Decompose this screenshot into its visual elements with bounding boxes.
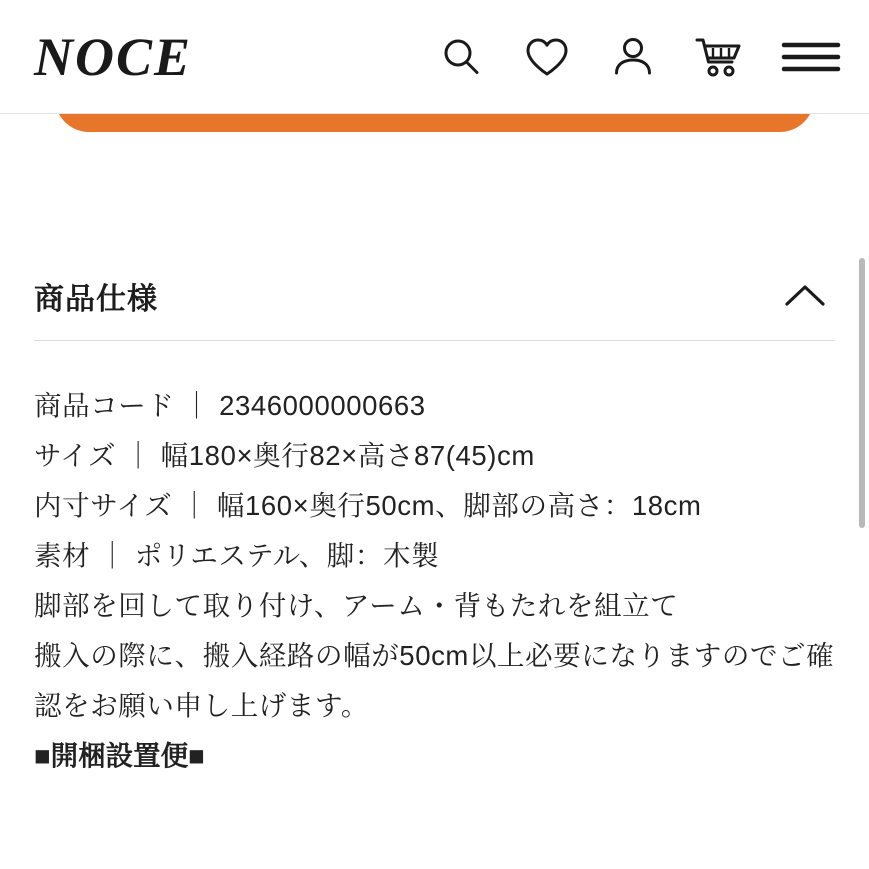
spec-line: サイズ ｜ 幅180×奥行82×高さ87(45)cm [34, 440, 535, 471]
heart-icon[interactable] [523, 33, 571, 81]
page-scrollbar[interactable] [859, 258, 865, 528]
spec-accordion-header[interactable] [34, 268, 835, 340]
spec-line: 搬入の際に、搬入経路の幅が50cm以上必要になりますのでご確認をお願い申し上げます。 [34, 640, 835, 721]
promo-banner-pill[interactable] [55, 114, 814, 132]
spec-line: 脚部を回して取り付け、アーム・背もたれを組立て [34, 590, 679, 621]
spec-text-body [34, 381, 835, 781]
site-header [0, 0, 869, 114]
chevron-up-icon[interactable] [783, 274, 827, 318]
header-icon-group [437, 33, 841, 81]
brand-logo[interactable]: NOCE [34, 26, 193, 87]
spec-line: 内寸サイズ ｜ 幅160×奥行50cm、脚部の高さ：18cm [34, 490, 702, 521]
hamburger-menu-icon[interactable] [781, 33, 841, 81]
promo-banner-fragment[interactable] [0, 114, 869, 132]
spec-line: 商品コード ｜ 2346000000663 [34, 390, 426, 421]
product-spec-section [0, 268, 869, 781]
user-icon[interactable] [609, 33, 657, 81]
spec-line-heading: ■開梱設置便■ [34, 740, 205, 771]
cart-icon[interactable] [695, 33, 743, 81]
page-title: 商品仕様 [34, 283, 158, 316]
search-icon[interactable] [437, 33, 485, 81]
spec-line: 素材 ｜ ポリエステル、脚：木製 [34, 540, 440, 571]
content-spacer [0, 132, 869, 268]
section-divider [34, 340, 835, 341]
